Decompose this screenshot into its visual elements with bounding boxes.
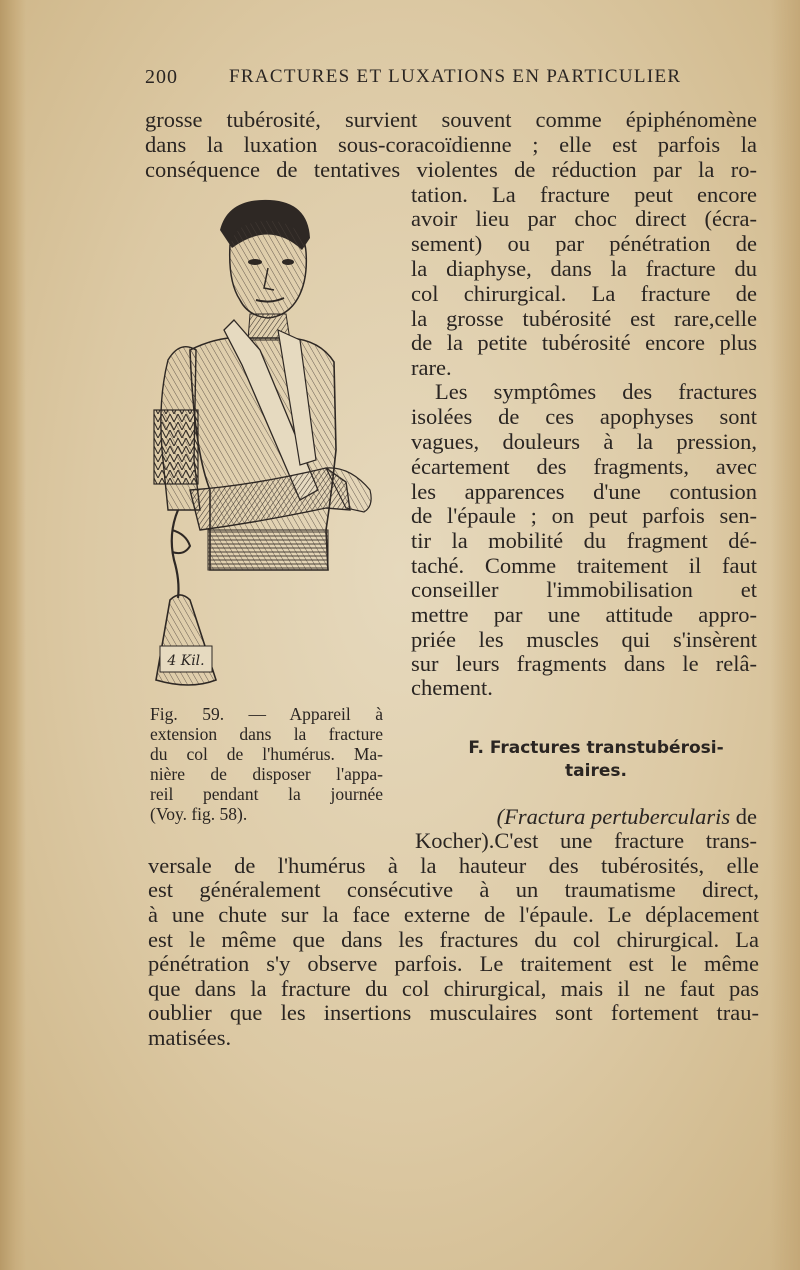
section-heading-line: taires. — [565, 761, 627, 781]
figure-59 — [150, 190, 386, 695]
caption-line: Fig. 59. — Appareil à — [150, 704, 383, 724]
caption-line: du col de l'humérus. Ma- — [150, 744, 383, 764]
text-line: oublier que les insertions musculaires sont fortement trau- — [148, 1000, 759, 1025]
page-number: 200 — [145, 66, 178, 88]
running-head — [145, 66, 760, 92]
text-line: de la petite tubérosité encore plus — [411, 330, 757, 355]
text-line: mettre par une attitude appro- — [411, 602, 757, 627]
engraving-illustration — [150, 190, 386, 695]
text-line: vagues, douleurs à la pression, — [411, 429, 757, 454]
caption-line: (Voy. fig. 58). — [150, 804, 248, 824]
page-edge-shadow — [770, 0, 800, 1270]
text-line: conseiller l'immobilisation et — [411, 577, 757, 602]
caption-line: extension dans la fracture — [150, 724, 383, 744]
text-line: avoir lieu par choc direct (écra- — [411, 206, 757, 231]
text-line: sement) ou par pénétration de — [411, 231, 757, 256]
text-line: Kocher).C'est une fracture trans- — [415, 828, 757, 853]
text-line: à une chute sur la face externe de l'épaule. Le déplacement — [148, 902, 759, 927]
text-line: Les symptômes des fractures — [435, 379, 757, 404]
section-heading-line: F. Fractures transtubérosi- — [468, 738, 724, 758]
running-title: FRACTURES ET LUXATIONS EN PARTICULIER — [229, 66, 682, 87]
text-line: conséquence de tentatives violentes de réduction par la ro- — [145, 157, 757, 182]
latin-term: (Fractura pertubercularis — [496, 804, 731, 829]
section-first-line — [436, 805, 757, 829]
text-line: écartement des fragments, avec — [411, 454, 757, 479]
text-line: les apparences d'une contusion — [411, 479, 757, 504]
text-line: est généralement consécutive à un traumatisme direct, — [148, 877, 759, 902]
text-line: matisées. — [148, 1025, 232, 1050]
text-fragment: de — [730, 804, 757, 829]
page-binding-shadow — [0, 0, 26, 1270]
text-line: la grosse tubérosité est rare,celle — [411, 306, 757, 331]
caption-line: reil pendant la journée — [150, 784, 383, 804]
caption-line: nière de disposer l'appa- — [150, 764, 383, 784]
text-line: pénétration s'y observe parfois. Le traitement est le même — [148, 951, 759, 976]
text-line: taché. Comme traitement il faut — [411, 553, 757, 578]
text-line: tation. La fracture peut encore — [411, 182, 757, 207]
text-line: sur leurs fragments dans le relâ- — [411, 651, 757, 676]
text-line: tir la mobilité du fragment dé- — [411, 528, 757, 553]
text-line: col chirurgical. La fracture de — [411, 281, 757, 306]
text-line: chement. — [411, 675, 493, 700]
text-line: rare. — [411, 355, 452, 380]
text-line: de l'épaule ; on peut parfois sen- — [411, 503, 757, 528]
text-line: isolées de ces apophyses sont — [411, 404, 757, 429]
text-line: grosse tubérosité, survient souvent comme épiphénomène — [145, 107, 757, 132]
bag-label: 4 Kil. — [167, 653, 205, 669]
text-line: dans la luxation sous-coracoïdienne ; elle est parfois la — [145, 132, 757, 157]
text-line: que dans la fracture du col chirurgical, mais il ne faut pas — [148, 976, 759, 1001]
text-line: versale de l'humérus à la hauteur des tubérosités, elle — [148, 853, 759, 878]
text-line: la diaphyse, dans la fracture du — [411, 256, 757, 281]
text-line: est le même que dans les fractures du col chirurgical. La — [148, 927, 759, 952]
bandage — [154, 410, 198, 484]
text-line: priée les muscles qui s'insèrent — [411, 627, 757, 652]
section-heading — [436, 737, 756, 783]
